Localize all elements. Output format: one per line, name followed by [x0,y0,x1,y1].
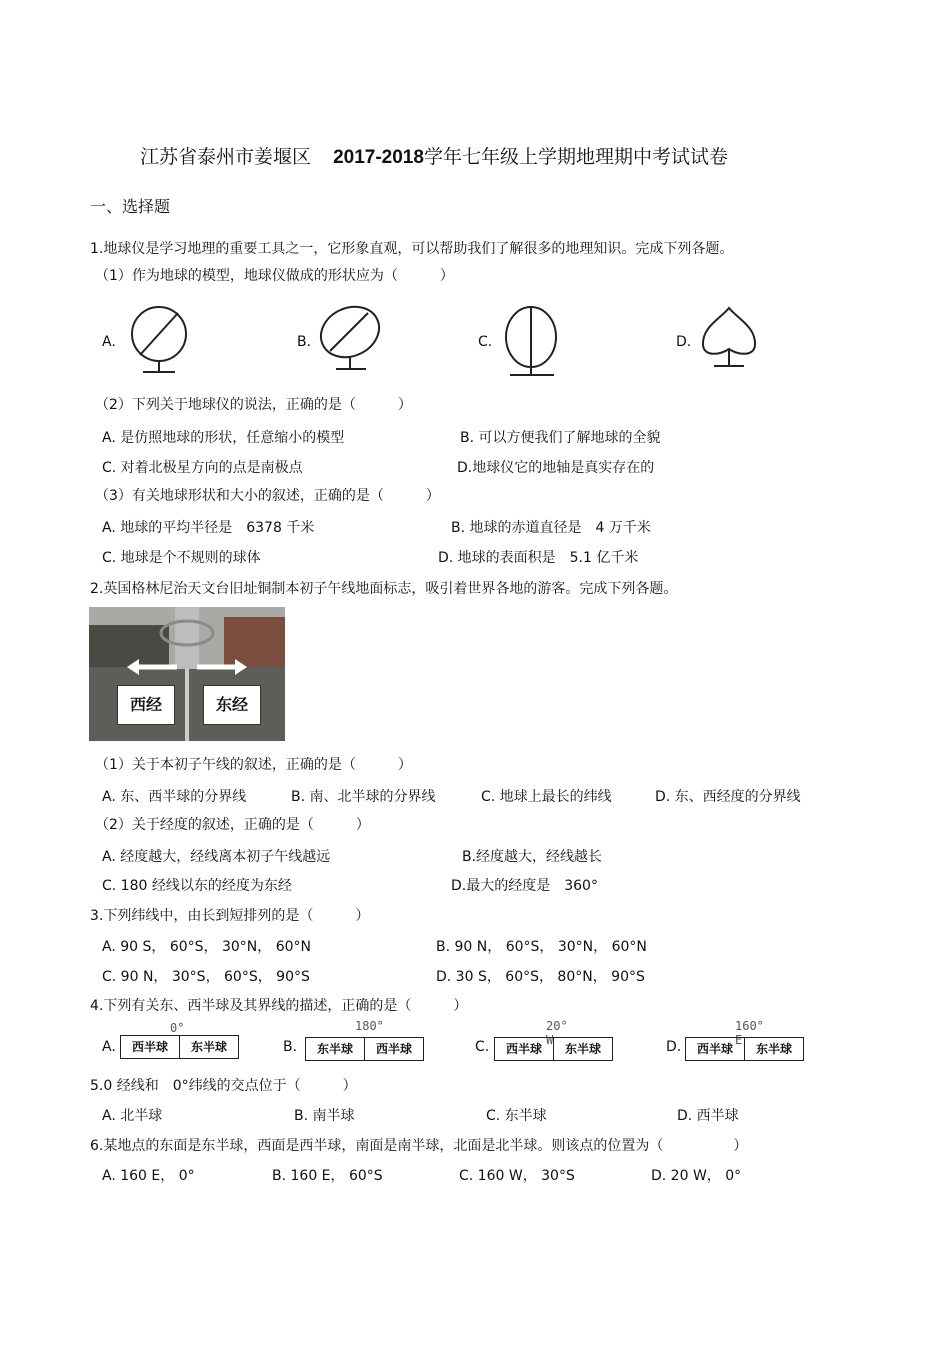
greenwich-meridian-photo [89,607,285,741]
q1-option-c-label: C. [478,334,493,350]
q4-option-d-label: D. [666,1039,682,1055]
q6-option-c: C. 160 W， 30°S [459,1168,575,1184]
q3-option-b: B. 90 N， 60°S， 30°N， 60°N [436,939,647,955]
q4-option-c-left: 西半球 [505,1042,542,1056]
q4-stem: 4.下列有关东、西半球及其界线的描述，正确的是（ ） [90,998,468,1014]
section-heading: 一、选择题 [90,197,171,216]
q3-stem: 3.下列纬线中，由长到短排列的是（ ） [90,908,370,924]
q2-sub2: （2）关于经度的叙述，正确的是（ ） [95,817,370,833]
q1-sub3-option-b: B. 地球的赤道直径是 4 万千米 [451,520,651,536]
q1-option-d-label: D. [676,334,692,350]
q4-option-b-right: 西半球 [364,1038,423,1060]
q2-sub2-option-b: B.经度越大，经线越长 [462,849,603,865]
q1-option-b-label: B. [297,334,312,350]
q2-sub2-option-c: C. 180 经线以东的经度为东经 [102,878,292,894]
q4-option-c-label: C. [475,1039,490,1055]
q1-sub2-option-b: B. 可以方便我们了解地球的全貌 [460,430,661,446]
title-right: 学年七年级上学期地理期中考试试卷 [423,146,728,168]
q3-option-c: C. 90 N， 30°S， 60°S， 90°S [102,969,310,985]
q5-option-c: C. 东半球 [486,1108,547,1124]
q3-option-d: D. 30 S， 60°S， 80°N， 90°S [436,969,645,985]
q4-option-a-right: 东半球 [179,1036,238,1058]
q4-option-b-label: B. [283,1039,298,1055]
west-longitude-label: 西经 [117,685,175,725]
q4-option-a-label: A. [102,1039,116,1055]
q4-option-c-right: 东半球 [553,1038,612,1060]
q4-option-d-box [685,1037,804,1061]
title-left: 江苏省泰州市姜堰区 [140,146,312,168]
q1-sub3-option-c: C. 地球是个不规则的球体 [102,550,261,566]
q6-option-b: B. 160 E， 60°S [272,1168,383,1184]
q4-option-b-box [305,1037,424,1061]
q1-sub2: （2）下列关于地球仪的说法，正确的是（ ） [95,397,412,413]
globe-ellipse-icon [318,305,388,377]
q1-sub2-option-d: D.地球仪它的地轴是真实存在的 [457,460,655,476]
q1-option-a-label: A. [102,334,116,350]
q4-option-b-left: 东半球 [316,1042,353,1056]
q4-option-b-line: 180° [355,1019,384,1033]
q4-option-d-left: 西半球 [696,1042,733,1056]
q1-stem: 1.地球仪是学习地理的重要工具之一，它形象直观，可以帮助我们了解很多的地理知识。完成下列各题。 [90,241,734,257]
east-longitude-label: 东经 [203,685,261,725]
q1-sub1: （1）作为地球的模型，地球仪做成的形状应为（ ） [95,268,454,284]
q3-option-a: A. 90 S， 60°S， 30°N， 60°N [102,939,312,955]
q4-option-a-box [120,1035,239,1059]
q1-sub3-option-a: A. 地球的平均半径是 6378 千米 [102,520,315,536]
q2-sub1-option-c: C. 地球上最长的纬线 [481,789,612,805]
q2-sub1: （1）关于本初子午线的叙述，正确的是（ ） [95,757,412,773]
q1-sub3-option-d: D. 地球的表面积是 5.1 亿千米 [438,550,639,566]
q6-option-a: A. 160 E， 0° [102,1168,195,1184]
globe-heart-icon [698,305,762,371]
q5-option-b: B. 南半球 [294,1108,355,1124]
q2-sub2-option-d: D.最大的经度是 360° [451,878,598,894]
q2-stem: 2.英国格林尼治天文台旧址铜制本初子午线地面标志，吸引着世界各地的游客。完成下列各题。 [90,581,678,597]
q1-sub3: （3）有关地球形状和大小的叙述，正确的是（ ） [95,488,440,504]
q2-sub1-option-d: D. 东、西经度的分界线 [655,789,801,805]
q2-sub2-option-a: A. 经度越大，经线离本初子午线越远 [102,849,331,865]
q1-sub2-option-a: A. 是仿照地球的形状，任意缩小的模型 [102,430,345,446]
q4-option-a-line: 0° [170,1021,185,1035]
q5-option-a: A. 北半球 [102,1108,163,1124]
q4-option-c-line: 20° W [546,1019,568,1047]
q4-option-a-left: 西半球 [131,1040,168,1054]
title-years: 2017-2018 [333,147,424,168]
globe-circle-icon [130,305,194,377]
q1-sub2-option-c: C. 对着北极星方向的点是南极点 [102,460,303,476]
globe-vertical-icon [502,305,566,379]
page-title [140,145,728,170]
q2-sub1-option-b: B. 南、北半球的分界线 [291,789,436,805]
q4-option-c-box [494,1037,613,1061]
q4-option-d-line: 160° E [735,1019,764,1047]
q2-sub1-option-a: A. 东、西半球的分界线 [102,789,247,805]
q6-stem: 6.某地点的东面是东半球，西面是西半球，南面是南半球，北面是北半球。则该点的位置为（ ） [90,1138,748,1154]
q5-stem: 5.0 经线和 0°纬线的交点位于（ ） [90,1078,357,1094]
q4-option-d-right: 东半球 [744,1038,803,1060]
q6-option-d: D. 20 W， 0° [651,1168,742,1184]
q5-option-d: D. 西半球 [677,1108,739,1124]
